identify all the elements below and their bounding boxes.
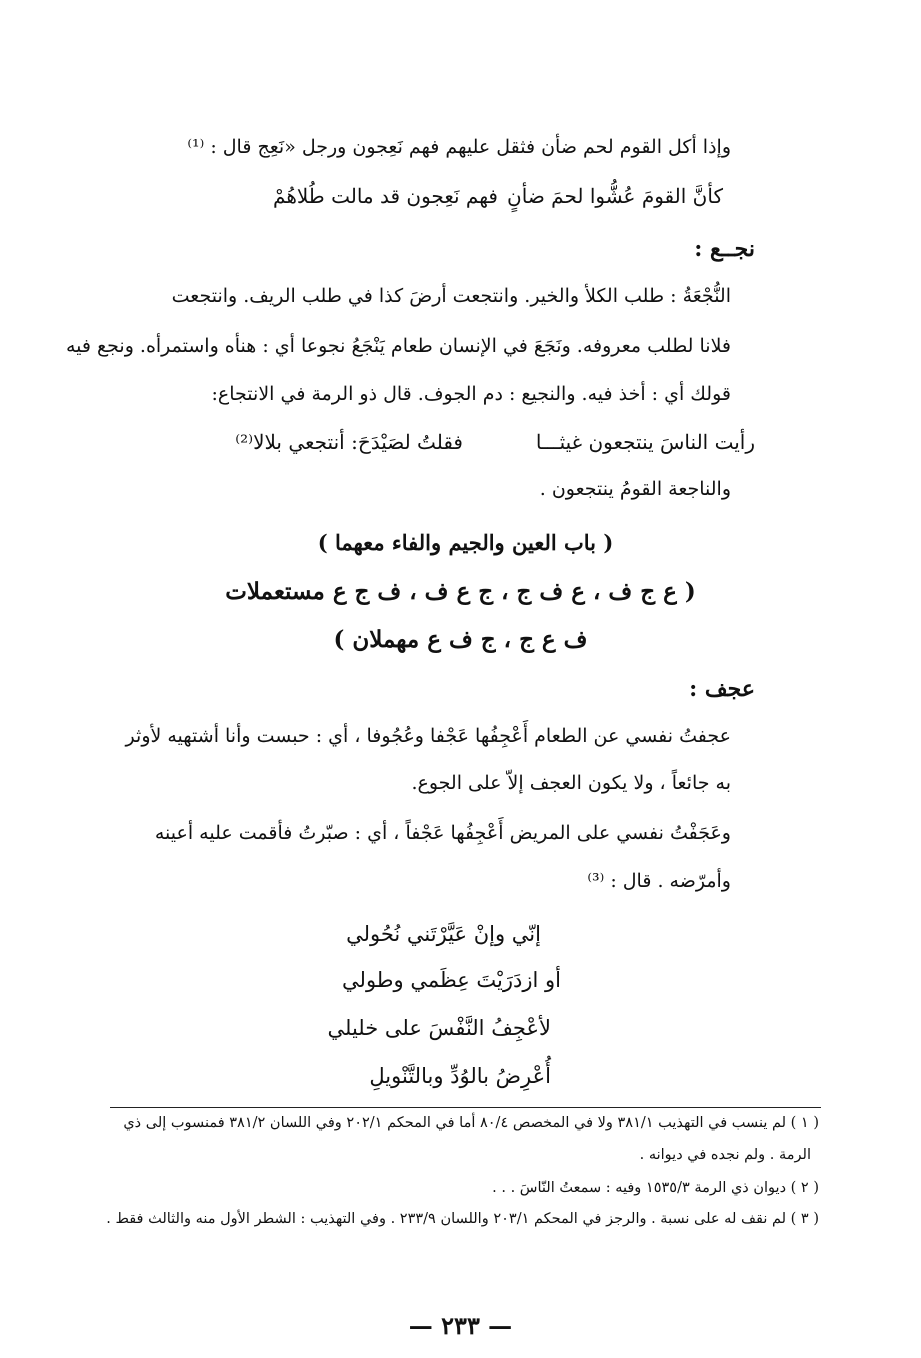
- footnote-2: ( ٢ ) ديوان ذي الرمة ١٥٣٥/٣ وفيه : سمعتُ النّاسَ . . .: [492, 1180, 819, 1196]
- verse-hemistich-left: فقلتُ لصَيْدَحَ: أنتجعي بلالا⁽²⁾: [235, 430, 463, 454]
- rajaz-line: أُعْرِضُ بالوُدِّ وبالتَّنْويلِ: [369, 1064, 551, 1088]
- text-line: به جائعاً ، ولا يكون العجف إلاّ على الجوع.: [411, 772, 731, 794]
- chapter-unused-forms: ف ع ج ، ج ف ع مهملان ): [333, 626, 588, 653]
- chapter-title: ( باب العين والجيم والفاء معهما ): [317, 530, 614, 555]
- text-line: والناجعة القومُ ينتجعون .: [539, 478, 731, 500]
- rajaz-line: أو ازدَرَيْتَ عِظَمي وطولي: [342, 968, 561, 992]
- text-line: وإذا أكل القوم لحم ضأن فثقل عليهم فهم نَعِجون ورجل «نَعِج قال : ⁽¹⁾: [187, 136, 731, 158]
- text-line: النُّجْعَةُ : طلب الكلأ والخير. وانتجعت أرضَ كذا في طلب الريف. وانتجعت: [171, 285, 731, 307]
- page-number: — ٢٣٣ —: [408, 1311, 513, 1340]
- verse-hemistich-right: رأيت الناسَ ينتجعون غيثـــا: [535, 430, 755, 454]
- footnote-3: ( ٣ ) لم نقف له على نسبة . والرجز في المحكم ٢٠٣/١ واللسان ٢٣٣/٩ . وفي التهذيب : الشطر الأول منه والثالث فقط .: [106, 1211, 819, 1227]
- text-line: وأمرّضه . قال : ⁽³⁾: [587, 870, 731, 892]
- verse-hemistich-right: كأنَّ القومَ عُشُّوا لحمَ ضأنٍ: [507, 184, 723, 208]
- text-line: وعَجَفْتُ نفسي على المريض أَعْجِفُها عَجْفاً ، أي : صبّرتُ فأقمت عليه أعينه: [154, 822, 731, 844]
- text-line: قولك أي : أخذ فيه. والنجيع : دم الجوف. قال ذو الرمة في الانتجاع:: [211, 383, 731, 405]
- footnote-separator: [110, 1107, 821, 1108]
- rajaz-line: إنّي وإنْ عَيَّرْتَني نُحُولي: [346, 922, 541, 946]
- footnote-1-continued: الرمة . ولم نجده في ديوانه .: [639, 1147, 811, 1163]
- text-line: فلانا لطلب معروفه. ونَجَعَ في الإنسان طعام يَنْجَعُ نجوعا أي : هنأه واستمرأه. ونجع فيه: [65, 335, 731, 357]
- entry-heading: نجــع :: [694, 236, 755, 262]
- text-line: عجفتُ نفسي عن الطعام أَعْجِفُها عَجْفا وعُجُوفا ، أي : حبست وأنا أشتهيه لأوثر: [125, 725, 731, 747]
- rajaz-line: لأعْجِفُ النَّفْسَ على خليلي: [327, 1016, 551, 1040]
- entry-heading: عجف :: [689, 676, 755, 702]
- chapter-used-forms: ( ع ج ف ، ع ف ج ، ج ع ف ، ف ج ع مستعملات: [225, 578, 696, 605]
- footnote-1: ( ١ ) لم ينسب في التهذيب ٣٨١/١ ولا في المخصص ٨٠/٤ أما في المحكم ٢٠٢/١ وفي اللسان ٣٨١/٢ فمنسوب إلى ذي: [123, 1115, 819, 1131]
- verse-hemistich-left: فهم نَعِجون قد مالت طُلاهُمْ: [273, 184, 498, 208]
